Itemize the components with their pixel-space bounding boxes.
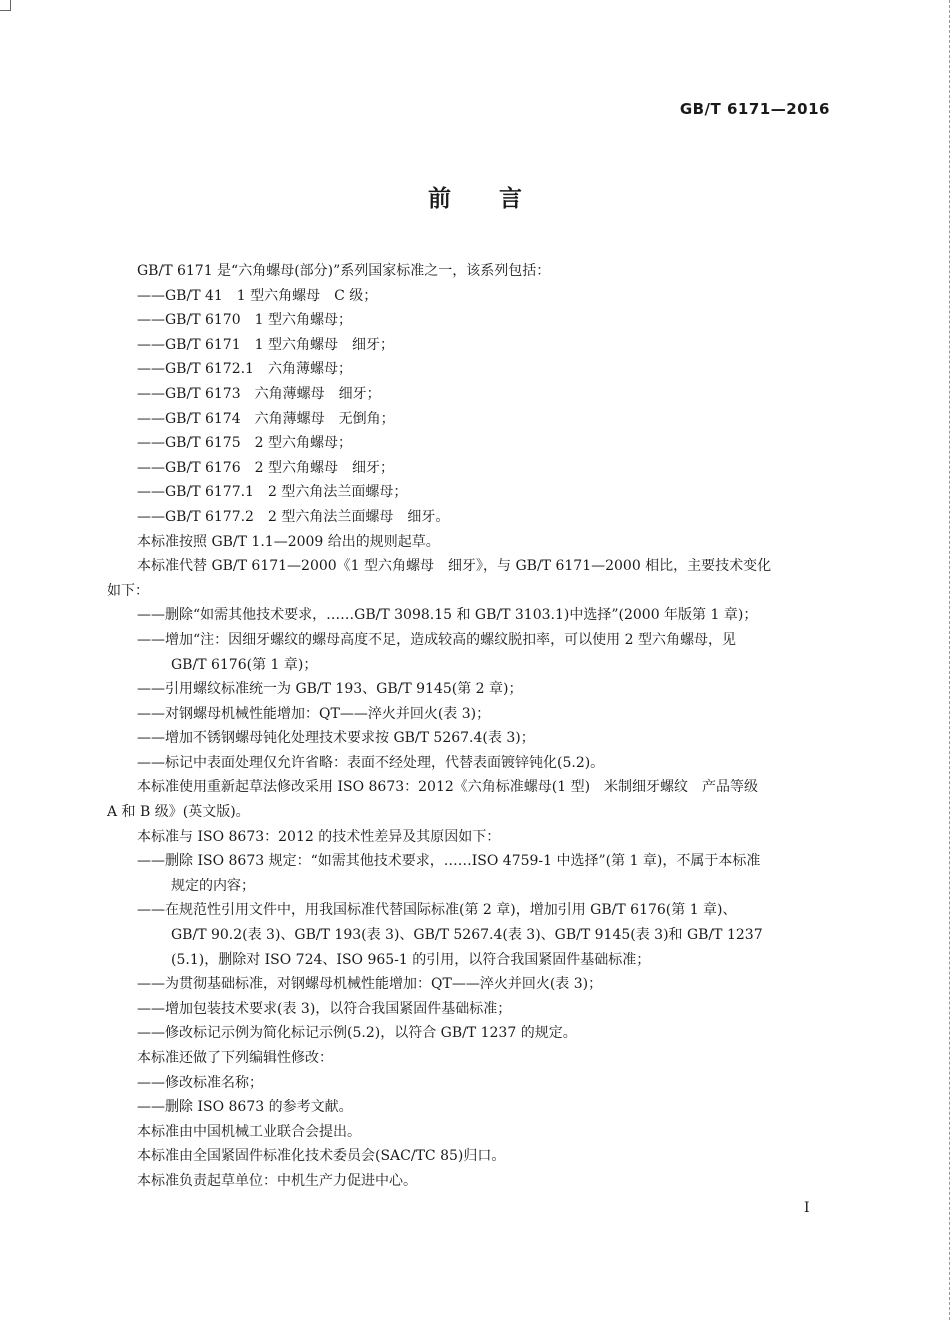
list-item: ——GB/T 41 1 型六角螺母 C 级； bbox=[137, 287, 378, 304]
crop-mark bbox=[0, 0, 11, 11]
paragraph-continuation: 如下： bbox=[107, 582, 149, 599]
list-item: ——GB/T 6173 六角薄螺母 细牙； bbox=[137, 385, 381, 402]
paragraph-continuation: A 和 B 级》(英文版)。 bbox=[107, 804, 250, 821]
list-item: ——标记中表面处理仅允许省略：表面不经处理，代替表面镀锌钝化(5.2)。 bbox=[137, 754, 605, 771]
page-title: 前言 bbox=[428, 186, 570, 212]
foreword-body bbox=[107, 259, 827, 1194]
list-item: ——增加“注：因细牙螺纹的螺母高度不足，造成较高的螺纹脱扣率，可以使用 2 型六角螺母，见 bbox=[137, 631, 736, 648]
paragraph: 本标准负责起草单位：中机生产力促进中心。 bbox=[137, 1172, 417, 1189]
list-item: ——引用螺纹标准统一为 GB/T 193、GB/T 9145(第 2 章)； bbox=[137, 681, 523, 698]
page-number: I bbox=[804, 1200, 810, 1216]
list-item: ——删除“如需其他技术要求，……GB/T 3098.15 和 GB/T 3103.1)中选择”(2000 年版第 1 章)； bbox=[137, 607, 758, 624]
list-item: ——删除 ISO 8673 的参考文献。 bbox=[137, 1099, 353, 1116]
list-item: ——为贯彻基础标准，对钢螺母机械性能增加：QT——淬火并回火(表 3)； bbox=[137, 976, 603, 993]
list-item: ——GB/T 6176 2 型六角螺母 细牙； bbox=[137, 459, 394, 476]
list-item: ——GB/T 6170 1 型六角螺母； bbox=[137, 312, 352, 329]
paragraph: GB/T 6171 是“六角螺母(部分)”系列国家标准之一，该系列包括： bbox=[137, 263, 551, 279]
list-item: ——GB/T 6177.1 2 型六角法兰面螺母； bbox=[137, 484, 408, 501]
list-item: ——GB/T 6174 六角薄螺母 无倒角； bbox=[137, 410, 395, 427]
list-item-continuation: (5.1)，删除对 ISO 724、ISO 965-1 的引用，以符合我国紧固件基础标准； bbox=[171, 951, 651, 968]
list-item: ——GB/T 6177.2 2 型六角法兰面螺母 细牙。 bbox=[137, 508, 450, 525]
list-item: ——增加不锈钢螺母钝化处理技术要求按 GB/T 5267.4(表 3)； bbox=[137, 730, 535, 747]
paragraph: 本标准还做了下列编辑性修改： bbox=[137, 1050, 333, 1066]
list-item: ——对钢螺母机械性能增加：QT——淬火并回火(表 3)； bbox=[137, 705, 491, 722]
list-item: ——在规范性引用文件中，用我国标准代替国际标准(第 2 章)，增加引用 GB/T 6176(第 1 章)、 bbox=[137, 902, 737, 919]
standard-number: GB/T 6171—2016 bbox=[679, 100, 830, 118]
list-item: ——GB/T 6172.1 六角薄螺母； bbox=[137, 361, 352, 378]
list-item: ——修改标记示例为简化标记示例(5.2)，以符合 GB/T 1237 的规定。 bbox=[137, 1025, 577, 1042]
list-item-continuation: GB/T 6176(第 1 章)； bbox=[171, 656, 318, 673]
list-item-continuation: GB/T 90.2(表 3)、GB/T 193(表 3)、GB/T 5267.4(表 3)、GB/T 9145(表 3)和 GB/T 1237 bbox=[171, 927, 763, 944]
paragraph: 本标准代替 GB/T 6171—2000《1 型六角螺母 细牙》，与 GB/T 6171—2000 相比，主要技术变化 bbox=[137, 558, 772, 575]
paragraph: 本标准由全国紧固件标准化技术委员会(SAC/TC 85)归口。 bbox=[137, 1148, 506, 1165]
paragraph: 本标准使用重新起草法修改采用 ISO 8673：2012《六角标准螺母(1 型) 米制细牙螺纹 产品等级 bbox=[137, 779, 759, 796]
paragraph: 本标准按照 GB/T 1.1—2009 给出的规则起草。 bbox=[137, 533, 440, 550]
list-item: ——删除 ISO 8673 规定：“如需其他技术要求，……ISO 4759-1 中选择”(第 1 章)，不属于本标准 bbox=[137, 853, 761, 870]
list-item: ——GB/T 6171 1 型六角螺母 细牙； bbox=[137, 336, 394, 353]
list-item: ——增加包装技术要求(表 3)，以符合我国紧固件基础标准； bbox=[137, 1000, 512, 1017]
list-item: ——GB/T 6175 2 型六角螺母； bbox=[137, 435, 352, 452]
list-item: ——修改标准名称； bbox=[137, 1074, 263, 1091]
list-item-continuation: 规定的内容； bbox=[171, 877, 255, 894]
paragraph: 本标准由中国机械工业联合会提出。 bbox=[137, 1123, 361, 1140]
paragraph: 本标准与 ISO 8673：2012 的技术性差异及其原因如下： bbox=[137, 828, 501, 845]
